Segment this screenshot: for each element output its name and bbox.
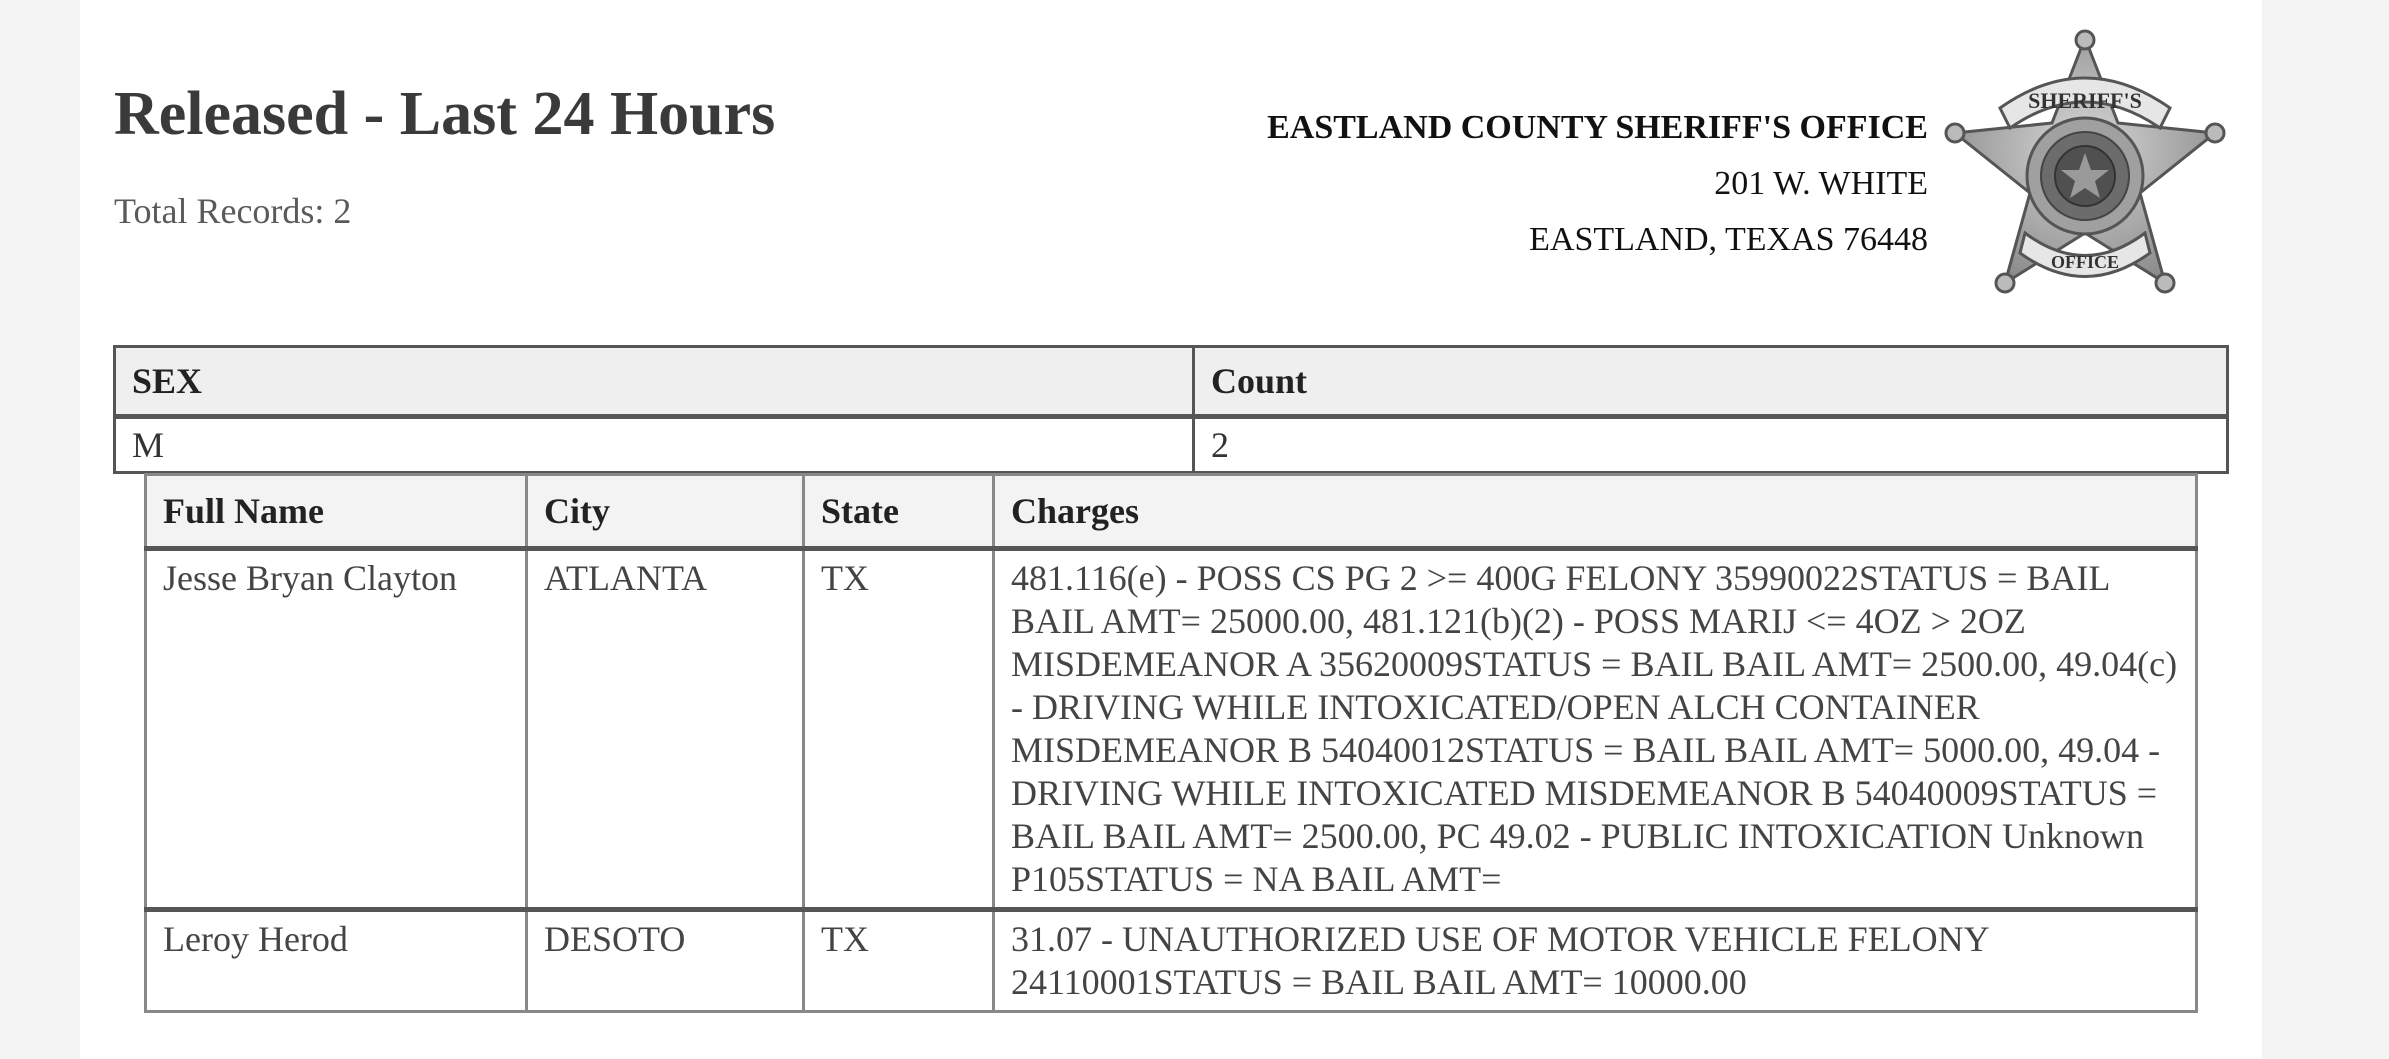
cell-full-name: Jesse Bryan Clayton [146,549,527,910]
table-row [146,910,2197,1012]
office-city-state-zip: EASTLAND, TEXAS 76448 [1529,221,1928,258]
header-charges: Charges [994,475,2197,549]
header-city: City [527,475,804,549]
report-page [80,0,2262,1059]
table-row [146,549,2197,910]
summary-header-count: Count [1194,347,2228,417]
cell-full-name: Leroy Herod [146,910,527,1012]
cell-state: TX [804,549,994,910]
summary-count-value: 2 [1194,417,2228,473]
cell-city: ATLANTA [527,549,804,910]
office-address: 201 W. WHITE [1714,165,1928,202]
cell-state: TX [804,910,994,1012]
header-state: State [804,475,994,549]
summary-header-sex: SEX [115,347,1194,417]
summary-sex-value: M [115,417,1194,473]
cell-charges: 481.116(e) - POSS CS PG 2 >= 400G FELONY 35990022STATUS = BAIL BAIL AMT= 25000.00, 481.121(b)(2) - POSS MARIJ <= 4OZ > 2OZ MISDEMEANOR A 35620009STATUS = BAIL BAIL AMT= 2500.00, 49.04(c) - DRIVING WHILE INTOXICATED/OPEN ALCH CONTAINER MISDEMEANOR B 54040012STATUS = BAIL BAIL AMT= 5000.00, 49.04 - DRIVING WHILE INTOXICATED MISDEMEANOR B 54040009STATUS = BAIL BAIL AMT= 2500.00, PC 49.02 - PUBLIC INTOXICATION Unknown P105STATUS = NA BAIL AMT= [994,549,2197,910]
office-name: EASTLAND COUNTY SHERIFF'S OFFICE [1267,109,1928,146]
report-title: Released - Last 24 Hours [114,80,776,148]
cell-charges: 31.07 - UNAUTHORIZED USE OF MOTOR VEHICLE FELONY 24110001STATUS = BAIL BAIL AMT= 10000.00 [994,910,2197,1012]
header-full-name: Full Name [146,475,527,549]
badge-bottom-text: OFFICE [2050,252,2120,272]
total-records: Total Records: 2 [114,191,352,231]
summary-row [115,417,2228,473]
release-details-table [144,473,2198,1013]
sheriff-badge-logo [1940,28,2230,308]
sex-summary-table [113,345,2229,474]
office-info [1267,100,1928,268]
summary-header-row [115,347,2228,417]
details-header-row [146,475,2197,549]
cell-city: DESOTO [527,910,804,1012]
badge-top-text: SHERIFF'S [2028,88,2142,113]
